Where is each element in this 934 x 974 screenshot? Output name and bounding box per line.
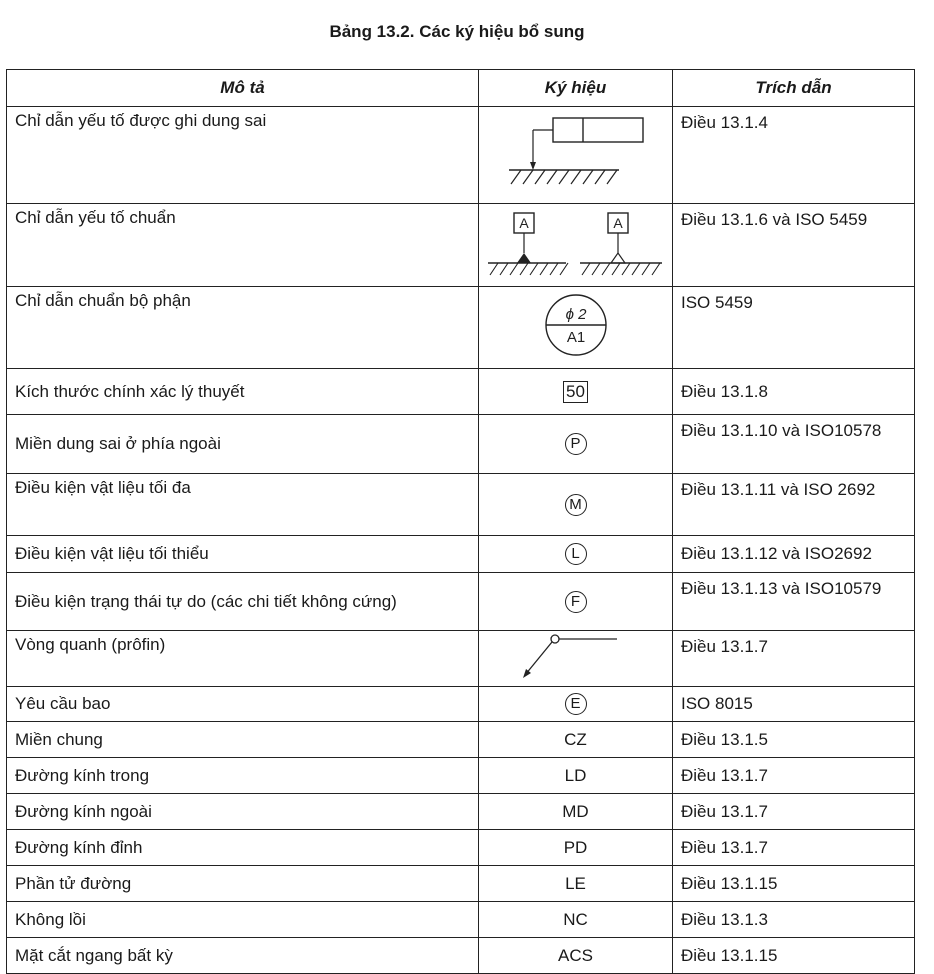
row-symbol bbox=[479, 287, 673, 369]
row-symbol: LE bbox=[479, 866, 673, 902]
circled-p-icon: P bbox=[565, 433, 587, 455]
row-reference: Điều 13.1.15 bbox=[673, 938, 915, 974]
row-reference: Điều 13.1.3 bbox=[673, 902, 915, 938]
datum-target-symbol-icon bbox=[536, 293, 616, 357]
row-description: Điều kiện vật liệu tối thiểu bbox=[7, 536, 479, 573]
datum-target-label: A1 bbox=[566, 329, 585, 346]
table-row bbox=[7, 573, 915, 631]
row-description: Đường kính đỉnh bbox=[7, 830, 479, 866]
row-description: Mặt cắt ngang bất kỳ bbox=[7, 938, 479, 974]
row-symbol: CZ bbox=[479, 722, 673, 758]
table-row bbox=[7, 204, 915, 287]
table-row bbox=[7, 687, 915, 722]
row-reference: Điều 13.1.10 và ISO10578 bbox=[673, 415, 915, 474]
datum-letter: A bbox=[518, 214, 529, 231]
row-description: Chỉ dẫn yếu tố được ghi dung sai bbox=[7, 107, 479, 204]
tolerance-frame-symbol-icon bbox=[501, 108, 651, 198]
table-row bbox=[7, 474, 915, 536]
row-reference: Điều 13.1.7 bbox=[673, 794, 915, 830]
row-reference: Điều 13.1.7 bbox=[673, 631, 915, 687]
table-row bbox=[7, 866, 915, 902]
table-row bbox=[7, 107, 915, 204]
row-symbol bbox=[479, 369, 673, 415]
row-reference: ISO 8015 bbox=[673, 687, 915, 722]
circled-l-icon: L bbox=[565, 543, 587, 565]
row-reference: Điều 13.1.4 bbox=[673, 107, 915, 204]
page-title: Bảng 13.2. Các ký hiệu bổ sung bbox=[329, 22, 585, 41]
row-symbol bbox=[479, 573, 673, 631]
datum-feature-symbol-icon bbox=[486, 205, 666, 281]
row-symbol bbox=[479, 474, 673, 536]
row-description: Yêu cầu bao bbox=[7, 687, 479, 722]
row-description: Miền chung bbox=[7, 722, 479, 758]
row-description: Kích thước chính xác lý thuyết bbox=[7, 369, 479, 415]
all-around-symbol-icon bbox=[521, 631, 631, 681]
table-row bbox=[7, 902, 915, 938]
datum-target-size: ϕ 2 bbox=[565, 306, 586, 323]
row-description: Không lồi bbox=[7, 902, 479, 938]
row-symbol bbox=[479, 631, 673, 687]
row-reference: Điều 13.1.5 bbox=[673, 722, 915, 758]
header-reference: Trích dẫn bbox=[673, 70, 915, 107]
row-reference: Điều 13.1.13 và ISO10579 bbox=[673, 573, 915, 631]
datum-letter: A bbox=[612, 214, 623, 231]
row-description: Phần tử đường bbox=[7, 866, 479, 902]
row-symbol: NC bbox=[479, 902, 673, 938]
table-row bbox=[7, 938, 915, 974]
symbols-table bbox=[6, 69, 915, 974]
row-reference: Điều 13.1.12 và ISO2692 bbox=[673, 536, 915, 573]
row-description: Vòng quanh (prôfin) bbox=[7, 631, 479, 687]
row-symbol bbox=[479, 536, 673, 573]
row-reference: ISO 5459 bbox=[673, 287, 915, 369]
table-row bbox=[7, 536, 915, 573]
boxed-dimension-icon: 50 bbox=[563, 381, 588, 403]
table-row bbox=[7, 722, 915, 758]
circled-f-icon: F bbox=[565, 591, 587, 613]
table-row bbox=[7, 794, 915, 830]
row-description: Chỉ dẫn chuẩn bộ phận bbox=[7, 287, 479, 369]
header-description: Mô tả bbox=[7, 70, 479, 107]
row-symbol bbox=[479, 415, 673, 474]
row-reference: Điều 13.1.7 bbox=[673, 830, 915, 866]
row-symbol: MD bbox=[479, 794, 673, 830]
row-description: Điều kiện vật liệu tối đa bbox=[7, 474, 479, 536]
row-symbol bbox=[479, 107, 673, 204]
row-reference: Điều 13.1.11 và ISO 2692 bbox=[673, 474, 915, 536]
circled-e-icon: E bbox=[565, 693, 587, 715]
row-reference: Điều 13.1.15 bbox=[673, 866, 915, 902]
row-symbol bbox=[479, 204, 673, 287]
table-row bbox=[7, 369, 915, 415]
row-reference: Điều 13.1.8 bbox=[673, 369, 915, 415]
row-reference: Điều 13.1.6 và ISO 5459 bbox=[673, 204, 915, 287]
circled-m-icon: M bbox=[565, 494, 587, 516]
table-row bbox=[7, 830, 915, 866]
row-reference: Điều 13.1.7 bbox=[673, 758, 915, 794]
row-description: Đường kính ngoài bbox=[7, 794, 479, 830]
header-row bbox=[7, 70, 915, 107]
row-description: Điều kiện trạng thái tự do (các chi tiết không cứng) bbox=[7, 573, 479, 631]
table-row bbox=[7, 631, 915, 687]
table-row bbox=[7, 758, 915, 794]
row-symbol: PD bbox=[479, 830, 673, 866]
row-symbol bbox=[479, 687, 673, 722]
table-row bbox=[7, 415, 915, 474]
row-symbol: LD bbox=[479, 758, 673, 794]
header-symbol: Ký hiệu bbox=[479, 70, 673, 107]
row-description: Đường kính trong bbox=[7, 758, 479, 794]
row-description: Chỉ dẫn yếu tố chuẩn bbox=[7, 204, 479, 287]
row-symbol: ACS bbox=[479, 938, 673, 974]
row-description: Miền dung sai ở phía ngoài bbox=[7, 415, 479, 474]
table-row bbox=[7, 287, 915, 369]
